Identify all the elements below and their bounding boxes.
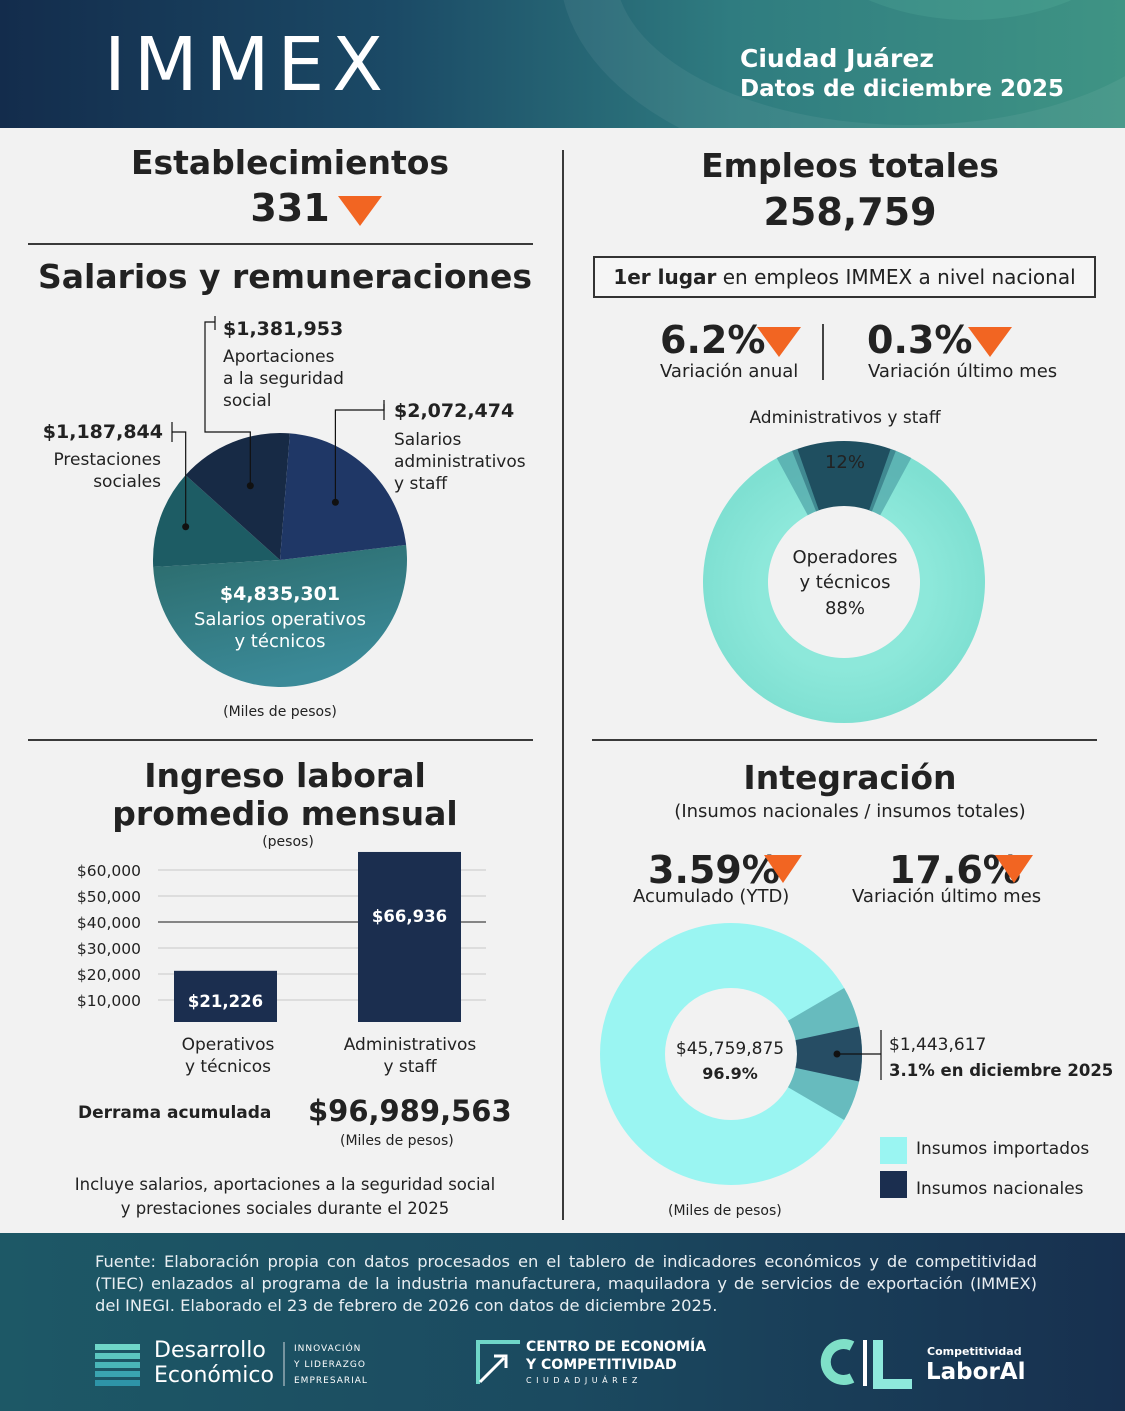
salarios-title: Salarios y remuneraciones: [37, 257, 533, 296]
immex-logo: IMMEX: [104, 22, 391, 108]
legend-label-nacionales: Insumos nacionales: [916, 1179, 1084, 1199]
integracion-month-label: Variación último mes: [852, 886, 1042, 907]
y-tick-label: $60,000: [76, 862, 141, 880]
donut1-pct-admin: 12%: [824, 452, 865, 473]
pie-label-operativos-text: Salarios operativos y técnicos: [193, 609, 367, 652]
logo3-top: Competitividad: [927, 1345, 1022, 1358]
ingreso-unit: (pesos): [262, 834, 314, 850]
bar-value-label: $21,226: [187, 992, 264, 1011]
establecimientos-value: 331: [250, 186, 330, 230]
pie-label-operativos-value: $4,835,301: [219, 583, 341, 605]
y-tick-label: $20,000: [76, 966, 141, 984]
donut2-nacionales-pct: 3.1% en diciembre 2025: [889, 1061, 1114, 1080]
donut2-nacionales-value: $1,443,617: [889, 1035, 987, 1055]
y-tick-label: $30,000: [76, 940, 141, 958]
header-date: Datos de diciembre 2025: [740, 76, 1065, 102]
ingreso-note: Incluye salarios, aportaciones a la seguridad social y prestaciones sociales durante el 2025: [74, 1175, 496, 1218]
logo2-name: CENTRO DE ECONOMÍA Y COMPETITIVIDAD: [526, 1339, 707, 1373]
donut2-importados-value: $45,759,875: [675, 1039, 785, 1059]
ingreso-title: Ingreso laboral promedio mensual: [112, 756, 458, 833]
logo3-bottom: LaborAl: [926, 1359, 1026, 1385]
donut2-importados-pct: 96.9%: [702, 1064, 758, 1083]
donut1-pct-operadores: 88%: [824, 598, 865, 619]
laboral-logo-icon: [826, 1340, 912, 1386]
derrama-label: Derrama acumulada: [78, 1103, 272, 1123]
integracion-month-value: 17.6%: [889, 848, 1021, 892]
pie-label-prestaciones-text: Prestaciones sociales: [53, 450, 161, 492]
pie-label-admin-text: Salarios administrativos y staff: [394, 430, 526, 494]
bar-category-operativos: Operativos y técnicos: [181, 1035, 275, 1077]
empleos-month-value: 0.3%: [867, 318, 973, 362]
y-tick-label: $10,000: [76, 992, 141, 1010]
pie-label-admin-value: $2,072,474: [394, 400, 515, 422]
legend-label-importados: Insumos importados: [916, 1139, 1090, 1159]
derrama-value: $96,989,563: [308, 1094, 512, 1128]
logo2-city: C I U D A D J U Á R E Z: [526, 1376, 639, 1385]
salarios-unit-note: (Miles de pesos): [223, 704, 337, 720]
y-tick-label: $40,000: [76, 914, 141, 932]
integracion-title: Integración: [743, 758, 957, 797]
derrama-unit: (Miles de pesos): [340, 1133, 454, 1149]
rank-box: 1er lugar en empleos IMMEX a nivel nacional: [593, 256, 1096, 298]
integracion-ytd-label: Acumulado (YTD): [633, 886, 790, 907]
header-city: Ciudad Juárez: [740, 44, 934, 73]
empleos-title: Empleos totales: [701, 146, 999, 185]
donut1-label-admin: Administrativos y staff: [749, 408, 941, 428]
integracion-unit-note: (Miles de pesos): [668, 1203, 782, 1219]
source-note: Fuente: Elaboración propia con datos procesados en el tablero de indicadores económicos y de competitividad (TIEC) enlazados al programa de la industria manufacturera, maquiladora y de servicios de exportación (IMMEX) del INEGI. Elaborado el 23 de febrero de 2026 con datos de diciembre 2025.: [95, 1252, 1037, 1315]
pie-label-prestaciones-value: $1,187,844: [42, 421, 163, 443]
integracion-ytd-value: 3.59%: [648, 848, 780, 892]
empleos-annual-label: Variación anual: [660, 361, 799, 382]
empleos-annual-value: 6.2%: [660, 318, 766, 362]
y-tick-label: $50,000: [76, 888, 141, 906]
integracion-subtitle: (Insumos nacionales / insumos totales): [674, 801, 1026, 822]
pie-label-aportaciones-value: $1,381,953: [223, 318, 344, 340]
logo1-tagline: INNOVACIÓN Y LIDERAZGO EMPRESARIAL: [294, 1344, 368, 1386]
empleos-month-label: Variación último mes: [868, 361, 1058, 382]
empleos-value: 258,759: [763, 190, 937, 234]
donut1-label-operadores: Operadores y técnicos: [792, 547, 898, 593]
establecimientos-title: Establecimientos: [130, 143, 450, 182]
pie-label-aportaciones-text: Aportaciones a la seguridad social: [223, 347, 344, 411]
logo1-name: Desarrollo Económico: [154, 1338, 274, 1388]
bar-category-admin: Administrativos y staff: [343, 1035, 477, 1077]
bar-value-label: $66,936: [371, 907, 448, 926]
desarrollo-logo-icon: [95, 1344, 140, 1386]
centro-logo-icon: [476, 1340, 520, 1384]
